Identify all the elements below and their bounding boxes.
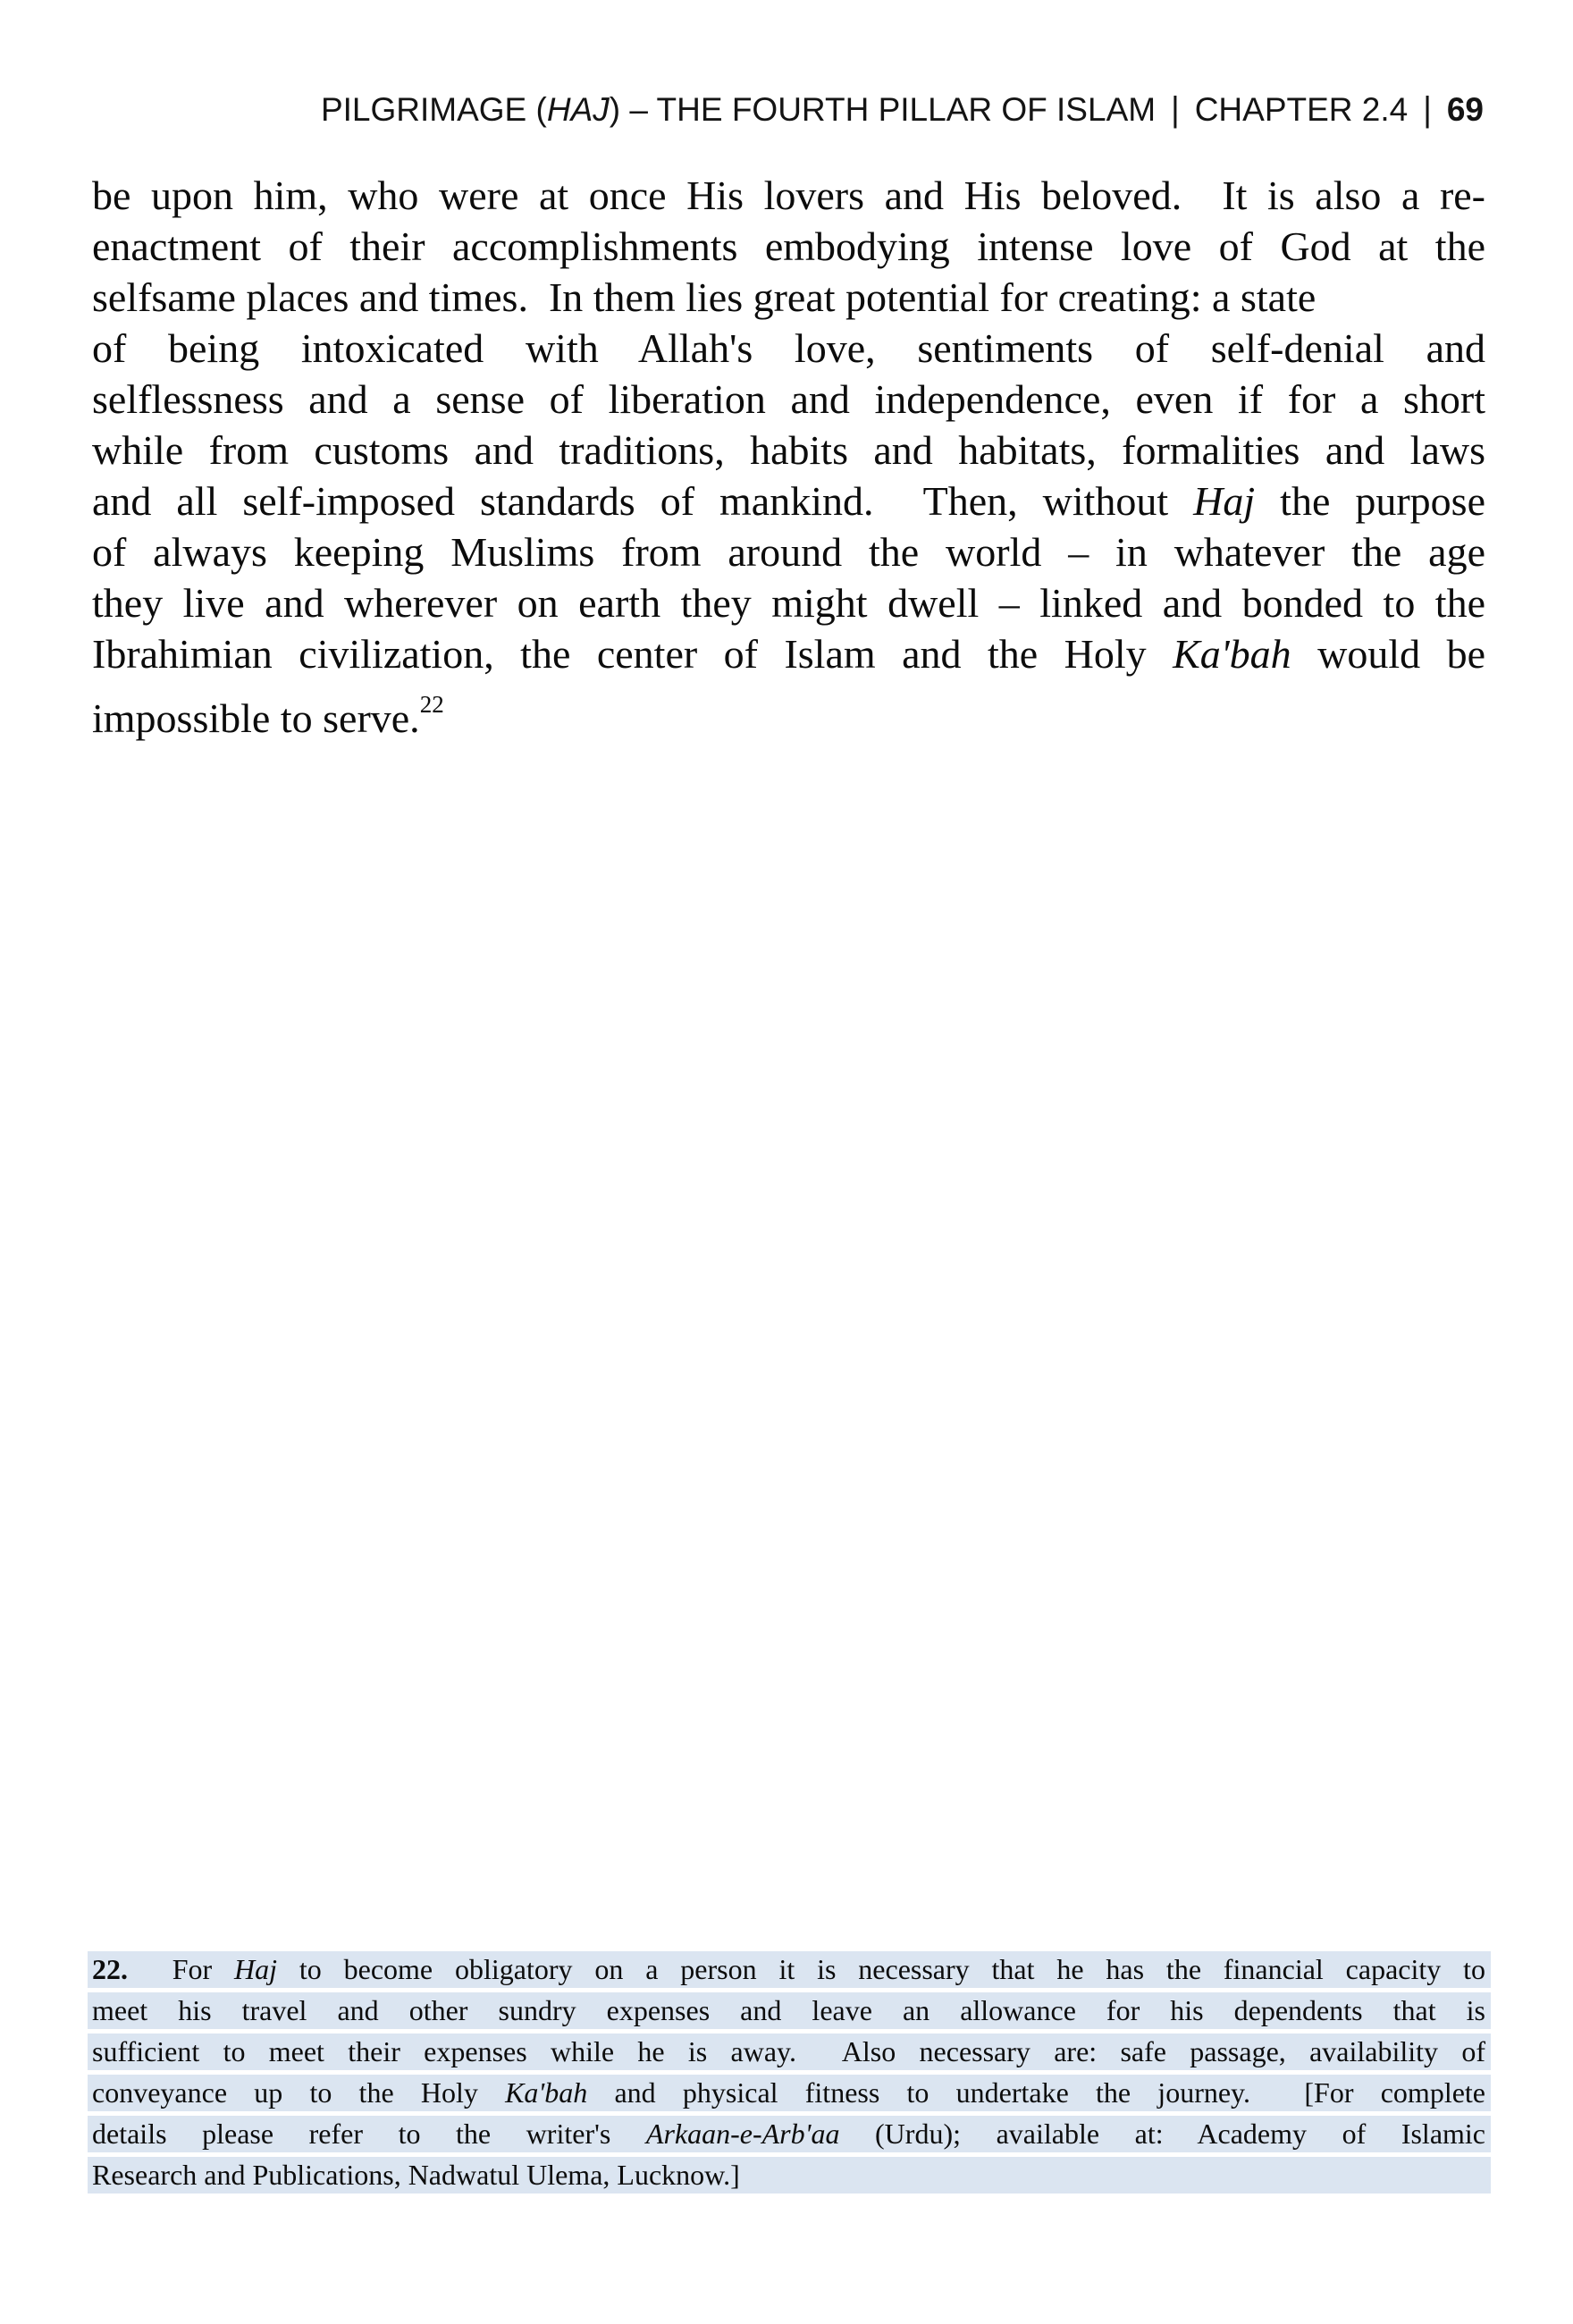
text-segment: CHAPTER 2.4	[1194, 91, 1409, 128]
body-text-line	[92, 374, 1485, 425]
separator-bar: |	[1171, 89, 1180, 129]
text-segment: to become obligatory on a person it is necessary that he has the financial capacity to	[277, 1953, 1486, 1985]
footnote-line	[88, 1992, 1491, 2029]
text-segment: selfsame places and times. In them lies great potential for creating: a state	[92, 274, 1316, 320]
separator-bar: |	[1423, 89, 1432, 129]
body-paragraph	[92, 170, 1486, 741]
footnote-line	[88, 2034, 1491, 2070]
bold-text: 69	[1446, 91, 1484, 128]
italic-text: Haj	[1193, 478, 1256, 524]
body-text-line	[92, 170, 1485, 221]
body-text-line	[92, 679, 1485, 741]
italic-text: HAJ	[546, 91, 610, 128]
footnote-block	[88, 1951, 1491, 2198]
footnote-line	[88, 2075, 1491, 2111]
body-text-line	[92, 476, 1485, 526]
text-segment: ) – THE FOURTH PILLAR OF ISLAM	[609, 91, 1157, 128]
text-segment: PILGRIMAGE (	[320, 91, 547, 128]
footnote-line	[88, 2157, 1491, 2193]
text-segment: while from customs and traditions, habits and habitats, formalities and laws	[92, 427, 1485, 473]
body-text-line	[92, 425, 1485, 476]
text-segment: details please refer to the writer's	[92, 2118, 646, 2150]
text-segment: of being intoxicated with Allah's love, sentiments of self-denial and	[92, 325, 1485, 371]
text-segment: and physical fitness to undertake the journey. [For complete	[587, 2076, 1486, 2109]
text-segment: and all self-imposed standards of mankind. Then, without	[92, 478, 1194, 524]
body-text-line	[92, 272, 1485, 323]
italic-text: Arkaan-e-Arb'aa	[645, 2118, 840, 2150]
text-segment: the purpose	[1255, 478, 1485, 524]
bold-text: 22.	[92, 1953, 128, 1985]
text-segment: Ibrahimian civilization, the center of Islam and the Holy	[92, 631, 1173, 677]
body-text-line	[92, 221, 1485, 272]
text-segment: be upon him, who were at once His lovers and His beloved. It is also a re-	[92, 173, 1485, 218]
body-text-line	[92, 323, 1485, 374]
footnote-ref: 22	[419, 691, 444, 718]
text-segment: would be	[1291, 631, 1486, 677]
running-header	[92, 90, 1484, 130]
text-segment: enactment of their accomplishments embodying intense love of God at the	[92, 223, 1485, 269]
text-segment: meet his travel and other sundry expenses and leave an allowance for his dependents that is	[92, 1994, 1485, 2026]
text-segment: sufficient to meet their expenses while he is away. Also necessary are: safe passage, availability of	[92, 2035, 1485, 2067]
footnote-line	[88, 1951, 1491, 1988]
italic-text: Ka'bah	[1173, 631, 1291, 677]
text-segment: they live and wherever on earth they might dwell – linked and bonded to the	[92, 580, 1485, 626]
footnote-line	[88, 2116, 1491, 2152]
italic-text: Ka'bah	[505, 2076, 588, 2109]
body-text-line	[92, 526, 1485, 577]
text-segment: conveyance up to the Holy	[92, 2076, 506, 2109]
body-text-line	[92, 577, 1485, 628]
italic-text: Haj	[234, 1953, 278, 1985]
text-segment: For	[128, 1953, 235, 1985]
text-segment: of always keeping Muslims from around the world – in whatever the age	[92, 529, 1485, 575]
text-segment: impossible to serve.	[92, 695, 420, 741]
text-segment: (Urdu); available at: Academy of Islamic	[839, 2118, 1485, 2150]
text-segment: Research and Publications, Nadwatul Ulema, Lucknow.]	[92, 2159, 740, 2191]
text-segment: selflessness and a sense of liberation and independence, even if for a short	[92, 376, 1485, 422]
body-text-line	[92, 628, 1485, 679]
